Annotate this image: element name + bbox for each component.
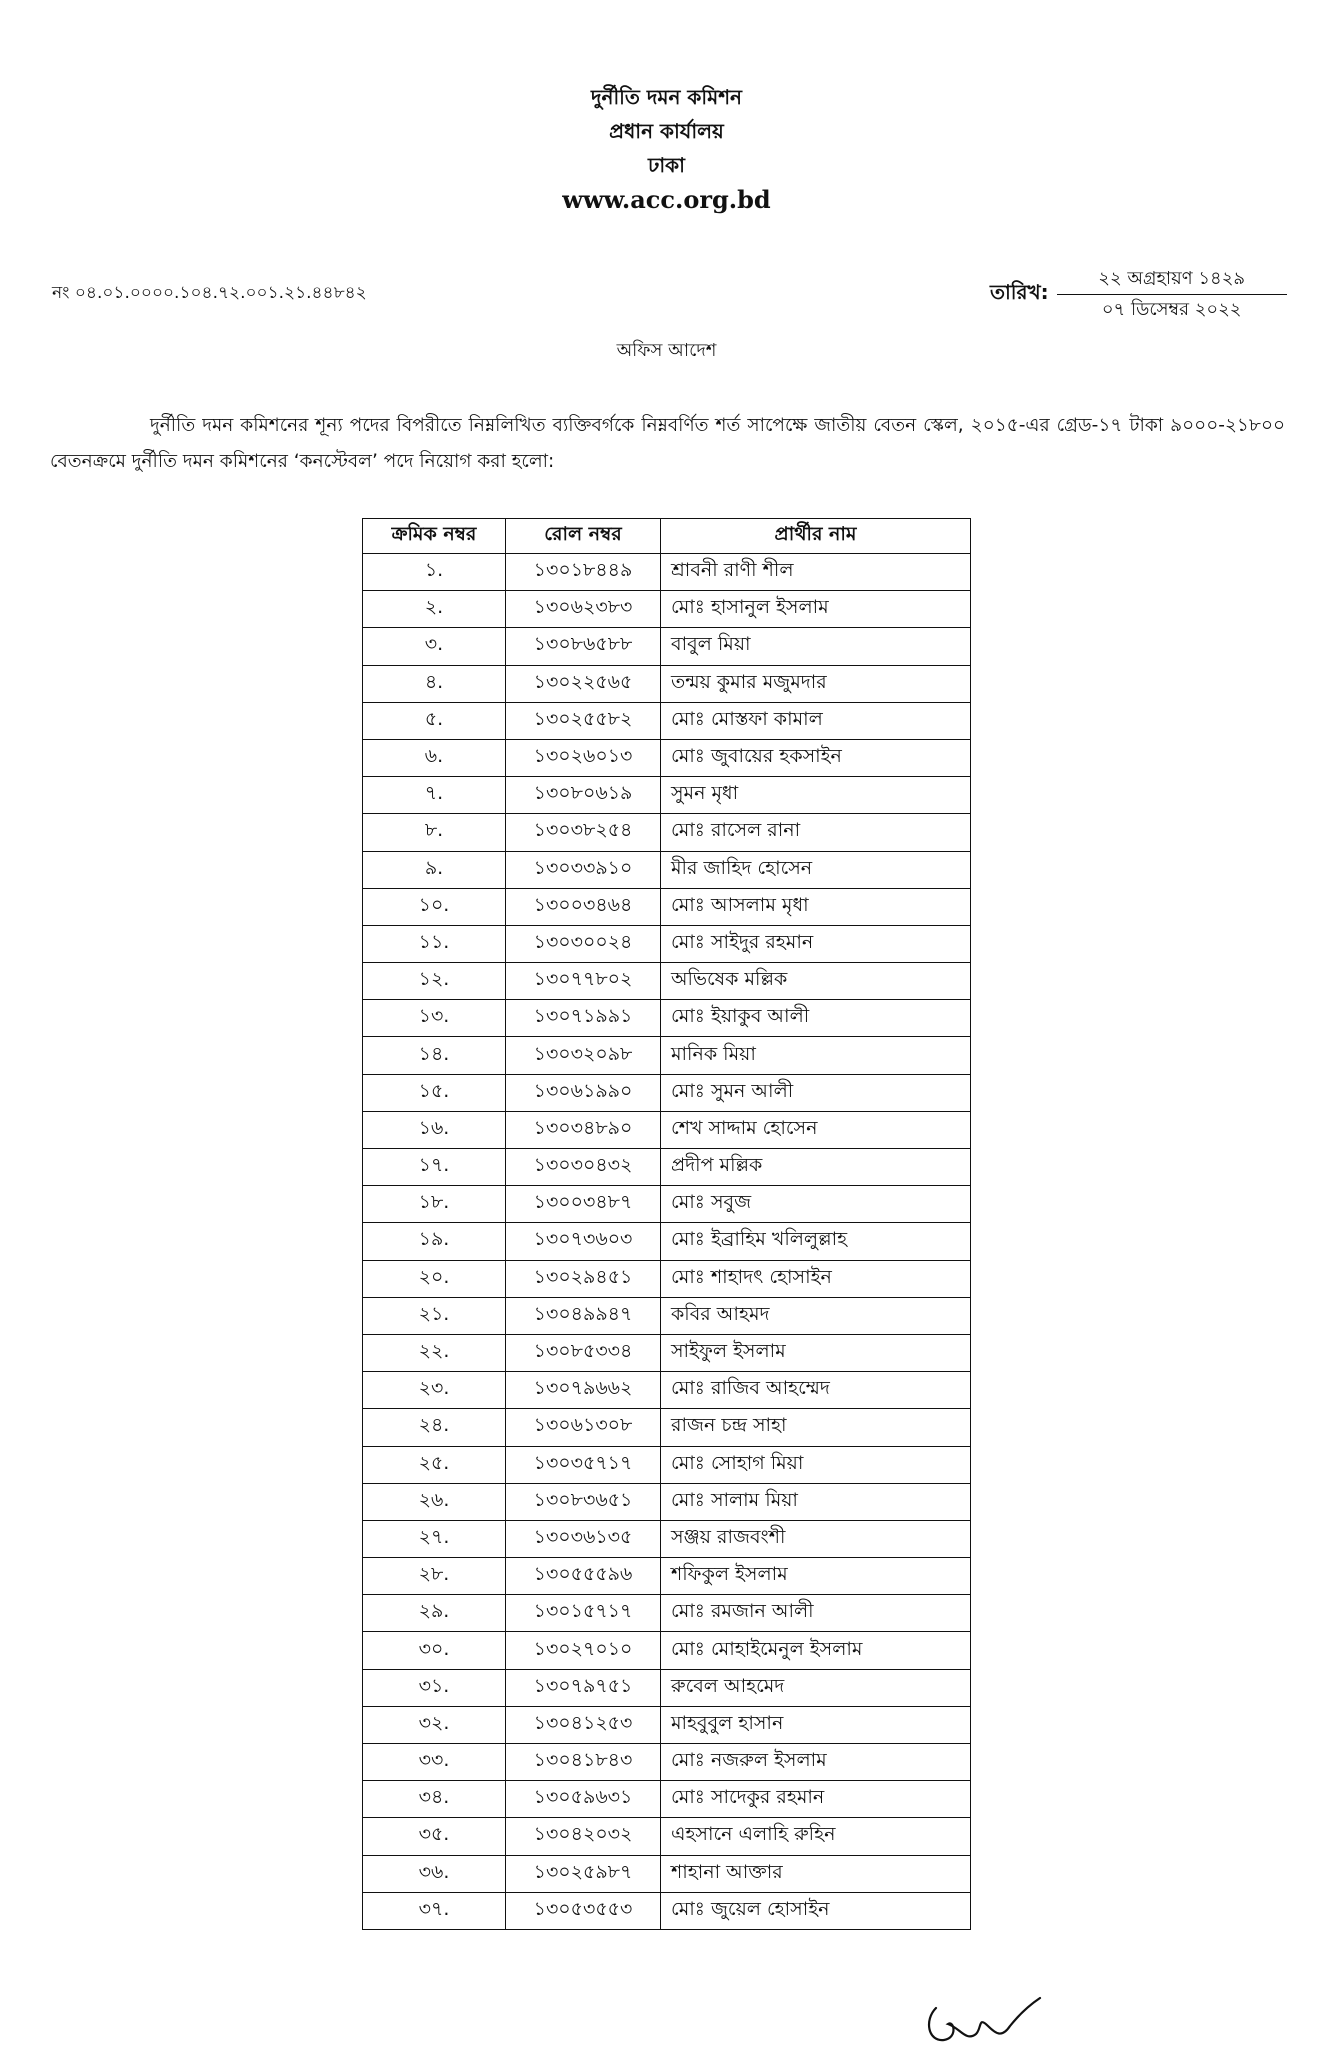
roll-cell: ১৩০৬২৩৮৩ xyxy=(506,591,661,628)
roll-cell: ১৩০৮৬৫৮৮ xyxy=(506,628,661,665)
serial-cell: ১৪. xyxy=(363,1037,506,1074)
roll-cell: ১৩০৮০৬১৯ xyxy=(506,777,661,814)
serial-cell: ৪. xyxy=(363,665,506,702)
name-cell: মোঃ সালাম মিয়া xyxy=(661,1483,971,1520)
serial-cell: ৩২. xyxy=(363,1706,506,1743)
name-cell: তন্ময় কুমার মজুমদার xyxy=(661,665,971,702)
serial-cell: ৩০. xyxy=(363,1632,506,1669)
table-row xyxy=(363,1111,971,1148)
name-cell: শাহানা আক্তার xyxy=(661,1855,971,1892)
roll-cell: ১৩০৪৯৯৪৭ xyxy=(506,1297,661,1334)
name-cell: মোঃ রাজিব আহম্মেদ xyxy=(661,1372,971,1409)
serial-cell: ২৭. xyxy=(363,1520,506,1557)
name-cell: সাইফুল ইসলাম xyxy=(661,1334,971,1371)
roll-cell: ১৩০০৩৪৬৪ xyxy=(506,888,661,925)
table-row xyxy=(363,851,971,888)
roll-cell: ১৩০৭৭৮০২ xyxy=(506,963,661,1000)
city-name: ঢাকা xyxy=(648,153,685,177)
roll-cell: ১৩০৪১৮৪৩ xyxy=(506,1744,661,1781)
table-row xyxy=(363,1706,971,1743)
serial-cell: ৩. xyxy=(363,628,506,665)
name-cell: মোঃ সাদেকুর রহমান xyxy=(661,1781,971,1818)
serial-cell: ২৯. xyxy=(363,1595,506,1632)
name-cell: রুবেল আহমেদ xyxy=(661,1669,971,1706)
table-row xyxy=(363,963,971,1000)
roll-cell: ১৩০২৫৫৮২ xyxy=(506,702,661,739)
name-cell: কবির আহমদ xyxy=(661,1297,971,1334)
name-cell: মোঃ মোহাইমেনুল ইসলাম xyxy=(661,1632,971,1669)
name-cell: মাহবুবুল হাসান xyxy=(661,1706,971,1743)
table-row xyxy=(363,1781,971,1818)
name-cell: রাজন চন্দ্র সাহা xyxy=(661,1409,971,1446)
name-cell: মোঃ জুয়েল হোসাইন xyxy=(661,1892,971,1929)
serial-cell: ৯. xyxy=(363,851,506,888)
name-cell: মোঃ রমজান আলী xyxy=(661,1595,971,1632)
serial-cell: ১৬. xyxy=(363,1111,506,1148)
name-cell: মোঃ ইয়াকুব আলী xyxy=(661,1000,971,1037)
roll-cell: ১৩০০৩৪৮৭ xyxy=(506,1186,661,1223)
table-row xyxy=(363,1558,971,1595)
table-row xyxy=(363,554,971,591)
serial-cell: ৮. xyxy=(363,814,506,851)
table-row xyxy=(363,1483,971,1520)
roll-cell: ১৩০৩৩৯১০ xyxy=(506,851,661,888)
roll-cell: ১৩০১৫৭১৭ xyxy=(506,1595,661,1632)
name-cell: মোঃ নজরুল ইসলাম xyxy=(661,1744,971,1781)
serial-cell: ১৩. xyxy=(363,1000,506,1037)
date-bangla: ২২ অগ্রহায়ণ ১৪২৯ xyxy=(1057,264,1287,295)
roll-cell: ১৩০৫৩৫৫৩ xyxy=(506,1892,661,1929)
table-row xyxy=(363,814,971,851)
header-roll: রোল নম্বর xyxy=(506,519,661,554)
table-row xyxy=(363,1074,971,1111)
name-cell: শ্রাবনী রাণী শীল xyxy=(661,554,971,591)
serial-cell: ৩৩. xyxy=(363,1744,506,1781)
name-cell: মোঃ রাসেল রানা xyxy=(661,814,971,851)
serial-cell: ২৩. xyxy=(363,1372,506,1409)
name-cell: মীর জাহিদ হোসেন xyxy=(661,851,971,888)
roll-cell: ১৩০৪২০৩২ xyxy=(506,1818,661,1855)
roll-cell: ১৩০৭৩৬০৩ xyxy=(506,1223,661,1260)
memo-number: নং ০৪.০১.০০০০.১০৪.৭২.০০১.২১.৪৪৮৪২ xyxy=(52,283,367,303)
office-name: প্রধান কার্যালয় xyxy=(609,119,724,143)
roll-cell: ১৩০৩৮২৫৪ xyxy=(506,814,661,851)
table-row xyxy=(363,1520,971,1557)
roll-cell: ১৩০২২৫৬৫ xyxy=(506,665,661,702)
table-row xyxy=(363,1334,971,1371)
roll-cell: ১৩০২৬০১৩ xyxy=(506,739,661,776)
table-row xyxy=(363,665,971,702)
table-row xyxy=(363,1000,971,1037)
name-cell: মোঃ সোহাগ মিয়া xyxy=(661,1446,971,1483)
website-url: www.acc.org.bd xyxy=(562,185,771,214)
serial-cell: ২১. xyxy=(363,1297,506,1334)
serial-cell: ৩১. xyxy=(363,1669,506,1706)
table-header-row xyxy=(363,519,971,554)
roll-cell: ১৩০৩০৪৩২ xyxy=(506,1149,661,1186)
roll-cell: ১৩০২৭০১০ xyxy=(506,1632,661,1669)
date-block xyxy=(990,264,1287,325)
table-row xyxy=(363,777,971,814)
name-cell: মোঃ সাইদুর রহমান xyxy=(661,925,971,962)
table-row xyxy=(363,1595,971,1632)
roll-cell: ১৩০৭১৯৯১ xyxy=(506,1000,661,1037)
roll-cell: ১৩০৭৯৬৬২ xyxy=(506,1372,661,1409)
roll-cell: ১৩০৫৯৬৩১ xyxy=(506,1781,661,1818)
table-row xyxy=(363,1669,971,1706)
roll-cell: ১৩০৮৩৬৫১ xyxy=(506,1483,661,1520)
roll-cell: ১৩০২৫৯৮৭ xyxy=(506,1855,661,1892)
roll-cell: ১৩০৭৯৭৫১ xyxy=(506,1669,661,1706)
serial-cell: ২. xyxy=(363,591,506,628)
table-row xyxy=(363,1892,971,1929)
serial-cell: ১৫. xyxy=(363,1074,506,1111)
appointee-table xyxy=(362,518,971,1930)
name-cell: মোঃ আসলাম মৃধা xyxy=(661,888,971,925)
serial-cell: ২৮. xyxy=(363,1558,506,1595)
serial-cell: ১২. xyxy=(363,963,506,1000)
roll-cell: ১৩০৩৪৮৯০ xyxy=(506,1111,661,1148)
serial-cell: ২০. xyxy=(363,1260,506,1297)
serial-cell: ১১. xyxy=(363,925,506,962)
serial-cell: ২৫. xyxy=(363,1446,506,1483)
roll-cell: ১৩০৩৬১৩৫ xyxy=(506,1520,661,1557)
table-row xyxy=(363,628,971,665)
serial-cell: ৫. xyxy=(363,702,506,739)
table-row xyxy=(363,1223,971,1260)
order-subject: অফিস আদেশ xyxy=(616,340,717,361)
roll-cell: ১৩০৮৫৩৩৪ xyxy=(506,1334,661,1371)
table-row xyxy=(363,1409,971,1446)
name-cell: অভিষেক মল্লিক xyxy=(661,963,971,1000)
roll-cell: ১৩০৪১২৫৩ xyxy=(506,1706,661,1743)
table-row xyxy=(363,1744,971,1781)
serial-cell: ৩৪. xyxy=(363,1781,506,1818)
name-cell: মোঃ শাহাদৎ হোসাইন xyxy=(661,1260,971,1297)
name-cell: মোঃ সবুজ xyxy=(661,1186,971,1223)
organization-name: দুর্নীতি দমন কমিশন xyxy=(591,85,742,109)
table-row xyxy=(363,1297,971,1334)
date-english: ০৭ ডিসেম্বর ২০২২ xyxy=(1101,299,1242,320)
name-cell: বাবুল মিয়া xyxy=(661,628,971,665)
table-row xyxy=(363,925,971,962)
name-cell: মোঃ সুমন আলী xyxy=(661,1074,971,1111)
table-row xyxy=(363,591,971,628)
table-row xyxy=(363,1149,971,1186)
serial-cell: ১৮. xyxy=(363,1186,506,1223)
name-cell: এহসানে এলাহি রুহিন xyxy=(661,1818,971,1855)
date-values xyxy=(1057,264,1287,325)
serial-cell: ১০. xyxy=(363,888,506,925)
serial-cell: ২২. xyxy=(363,1334,506,1371)
table-row xyxy=(363,739,971,776)
table-row xyxy=(363,1855,971,1892)
name-cell: মোঃ হাসানুল ইসলাম xyxy=(661,591,971,628)
table-row xyxy=(363,1186,971,1223)
name-cell: মোঃ জুবায়ের হকসাইন xyxy=(661,739,971,776)
serial-cell: ৩৬. xyxy=(363,1855,506,1892)
serial-cell: ১৯. xyxy=(363,1223,506,1260)
table-row xyxy=(363,1372,971,1409)
roll-cell: ১৩০৬১৯৯০ xyxy=(506,1074,661,1111)
name-cell: মোঃ ইব্রাহিম খলিলুল্লাহ xyxy=(661,1223,971,1260)
name-cell: প্রদীপ মল্লিক xyxy=(661,1149,971,1186)
serial-cell: ২৪. xyxy=(363,1409,506,1446)
name-cell: সঞ্জয় রাজবংশী xyxy=(661,1520,971,1557)
name-cell: মানিক মিয়া xyxy=(661,1037,971,1074)
serial-cell: ১. xyxy=(363,554,506,591)
name-cell: শফিকুল ইসলাম xyxy=(661,1558,971,1595)
serial-cell: ২৬. xyxy=(363,1483,506,1520)
roll-cell: ১৩০২৯৪৫১ xyxy=(506,1260,661,1297)
table-row xyxy=(363,888,971,925)
roll-cell: ১৩০১৮৪৪৯ xyxy=(506,554,661,591)
signature xyxy=(918,1990,1048,2048)
table-row xyxy=(363,702,971,739)
serial-cell: ৭. xyxy=(363,777,506,814)
date-label: তারিখ: xyxy=(990,280,1049,304)
serial-cell: ৩৭. xyxy=(363,1892,506,1929)
roll-cell: ১৩০৩২০৯৮ xyxy=(506,1037,661,1074)
table-row xyxy=(363,1446,971,1483)
table-row xyxy=(363,1037,971,1074)
header-serial: ক্রমিক নম্বর xyxy=(363,519,506,554)
name-cell: সুমন মৃধা xyxy=(661,777,971,814)
header-name: প্রার্থীর নাম xyxy=(661,519,971,554)
letterhead xyxy=(0,80,1333,218)
roll-cell: ১৩০৫৫৫৯৬ xyxy=(506,1558,661,1595)
table-row xyxy=(363,1260,971,1297)
roll-cell: ১৩০৩০০২৪ xyxy=(506,925,661,962)
serial-cell: ৬. xyxy=(363,739,506,776)
roll-cell: ১৩০৬১৩০৮ xyxy=(506,1409,661,1446)
order-body: দুর্নীতি দমন কমিশনের শূন্য পদের বিপরীতে নিম্নলিখিত ব্যক্তিবর্গকে নিম্নবর্ণিত শর্ত সাপেক্ষে জাতীয় বেতন স্কেল, ২০১৫-এর গ্রেড-১৭ টাকা ৯০০০-২১৮০০ বেতনক্রমে দুর্নীতি দমন কমিশনের ‘কনস্টেবল’ পদে নিয়োগ করা হলো: xyxy=(50,415,1285,472)
roll-cell: ১৩০৩৫৭১৭ xyxy=(506,1446,661,1483)
serial-cell: ৩৫. xyxy=(363,1818,506,1855)
name-cell: শেখ সাদ্দাম হোসেন xyxy=(661,1111,971,1148)
table-row xyxy=(363,1632,971,1669)
serial-cell: ১৭. xyxy=(363,1149,506,1186)
table-row xyxy=(363,1818,971,1855)
name-cell: মোঃ মোস্তফা কামাল xyxy=(661,702,971,739)
